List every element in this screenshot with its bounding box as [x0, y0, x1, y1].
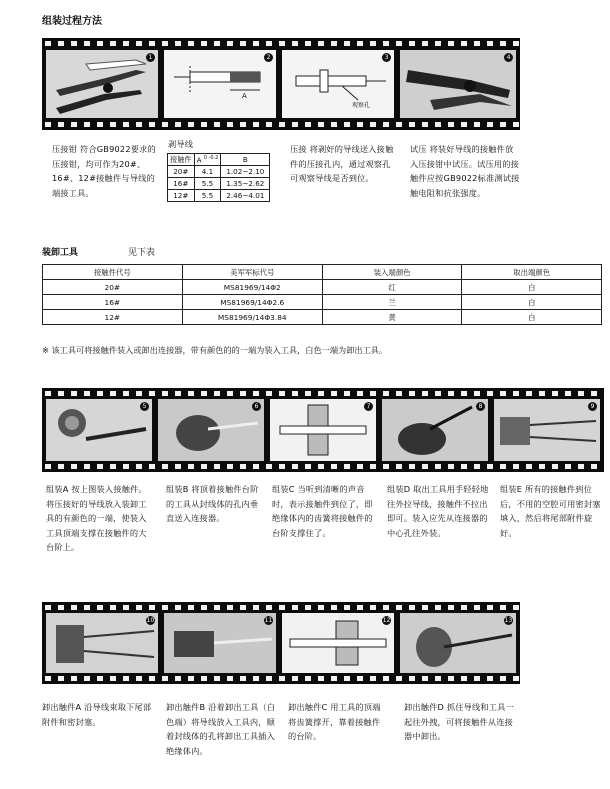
table-cell: 2.46~4.01	[221, 190, 270, 202]
table-cell: 1.35~2.62	[221, 178, 270, 190]
table-cell: 白	[462, 310, 602, 325]
photo-number: 7	[364, 402, 373, 411]
table-row	[168, 178, 270, 190]
crimp-contact-diagram-icon	[282, 50, 394, 118]
caption-crimp: 压接 将剥好的导线送入接触件的压接孔内，通过观察孔可观察导线是否到位。	[290, 144, 394, 183]
photo-assembly-a	[46, 399, 152, 461]
table-cell: 12#	[168, 190, 195, 202]
table-header: 接触件代号	[43, 265, 183, 280]
strip-dimension-table	[167, 153, 270, 202]
photo-extract-c	[282, 613, 394, 673]
film-strip-1	[42, 38, 520, 130]
table-header: 接触件	[168, 154, 195, 166]
photo-test-crimp	[400, 50, 516, 118]
test-crimp-photo-icon	[400, 50, 516, 118]
extract-diagram-icon	[282, 613, 394, 673]
table-cell: 黄	[322, 310, 462, 325]
table-row	[43, 280, 602, 295]
table-cell: 12#	[43, 310, 183, 325]
photo-extract-b	[164, 613, 276, 673]
table-cell: MS81969/14Φ2.6	[182, 295, 322, 310]
table-header: 美军军标代号	[182, 265, 322, 280]
photo-number: 9	[588, 402, 597, 411]
table-header-row	[43, 265, 602, 280]
photo-assembly-b	[158, 399, 264, 461]
table-cell: 5.5	[194, 190, 221, 202]
table-cell: 白	[462, 280, 602, 295]
inspection-hole-label: 观察孔	[352, 102, 371, 109]
tools-title: 装卸工具	[42, 248, 79, 258]
table-cell: 20#	[43, 280, 183, 295]
film-strip-2	[42, 388, 604, 472]
table-cell: MS81969/14Φ3.84	[182, 310, 322, 325]
section-diagram-icon	[270, 399, 376, 461]
table-cell: 5.5	[194, 178, 221, 190]
photo-number: 13	[504, 617, 513, 624]
photo-number: 8	[476, 402, 485, 411]
header-a-tolerance: 0 -0.2	[203, 154, 219, 161]
caption-test-crimp: 试压 将装好导线的接触件放入压接钳中试压。试压用的接触件应按GB9022标准测试接触电阻和抗张强度。	[410, 144, 520, 198]
caption-assembly-b: 组装B 将顶着接触件台阶的工具从封线体的孔内垂直送入连接器。	[166, 484, 259, 523]
table-header: 取出端颜色	[462, 265, 602, 280]
caption-crimp-pliers: 压接钳 符合GB9022要求的压接钳，均可作为20#、16#、12#接触件与导线的端接工具。	[52, 144, 156, 198]
photo-assembly-c	[270, 399, 376, 461]
table-cell: 白	[462, 295, 602, 310]
photo-number: 12	[382, 617, 391, 624]
tools-note: ※ 该工具可将接触件装入或卸出连接器，带有颜色的的一端为装入工具，白色一端为卸出工具。	[42, 345, 388, 355]
table-row	[43, 295, 602, 310]
connector-photo-icon	[46, 613, 158, 673]
table-cell: 兰	[322, 295, 462, 310]
caption-assembly-e: 组装E 所有的接触件到位后，不用的空腔可用密封塞填入，然后将尾部附件旋好。	[500, 484, 601, 538]
photo-crimp-contact	[282, 50, 394, 118]
extract-tool-photo-icon	[164, 613, 276, 673]
photo-number: 4	[504, 53, 513, 62]
photo-extract-d	[400, 613, 516, 673]
insert-tool-photo-icon	[158, 399, 264, 461]
dimension-label: A	[242, 92, 247, 100]
table-cell: 20#	[168, 166, 195, 178]
table-cell: 16#	[43, 295, 183, 310]
caption-extract-b: 卸出触件B 沿着卸出工具（白色端）将导线放入工具内，顺着封线体的孔将卸出工具插入绝缘体内。	[166, 702, 276, 756]
table-cell: 4.1	[194, 166, 221, 178]
photo-number: 11	[264, 617, 273, 624]
caption-assembly-c: 组装C 当听到清晰的声音时，表示接触件到位了，即绝缘体内的齿簧将接触件的台阶支撑住了。	[272, 484, 373, 538]
table-row	[168, 190, 270, 202]
photo-number: 1	[146, 53, 155, 62]
photo-extract-a	[46, 613, 158, 673]
header-a: A	[196, 155, 202, 165]
photo-number: 3	[382, 53, 391, 62]
tools-see-below: 见下表	[128, 248, 156, 258]
table-header: 装入端颜色	[322, 265, 462, 280]
table-row	[168, 166, 270, 178]
caption-assembly-a: 组装A 按上图装入接触件。将压接好的导线放入装卸工具的有颜色的一端，使装入工具顶端支撑在接触件的大台阶上。	[46, 484, 147, 552]
photo-number: 10	[146, 617, 155, 624]
caption-strip-wire: 剥导线	[168, 139, 194, 149]
table-cell: MS81969/14Φ2	[182, 280, 322, 295]
caption-extract-a: 卸出触件A 沿导线束取下尾部附件和密封塞。	[42, 702, 152, 727]
photo-number: 6	[252, 402, 261, 411]
table-header	[194, 154, 221, 166]
strip-wire-diagram-icon	[164, 50, 276, 118]
connector-tool-photo-icon	[46, 399, 152, 461]
photo-number: 2	[264, 53, 273, 62]
table-cell: 1.02~2.10	[221, 166, 270, 178]
table-header: B	[221, 154, 270, 166]
table-header-row	[168, 154, 270, 166]
table-cell: 16#	[168, 178, 195, 190]
pull-out-photo-icon	[400, 613, 516, 673]
photo-assembly-e	[494, 399, 600, 461]
caption-extract-d: 卸出触件D 抓住导线和工具一起往外拽，可将接触件从连接器中卸出。	[404, 702, 514, 741]
pull-wire-photo-icon	[382, 399, 488, 461]
section-title: 组装过程方法	[42, 16, 102, 27]
photo-crimp-pliers	[46, 50, 158, 118]
sealed-connector-photo-icon	[494, 399, 600, 461]
film-strip-3	[42, 602, 520, 684]
photo-strip-wire	[164, 50, 276, 118]
photo-assembly-d	[382, 399, 488, 461]
table-row	[43, 310, 602, 325]
crimp-pliers-photo-icon	[46, 50, 158, 118]
caption-assembly-d: 组装D 取出工具用手轻轻地往外拉导线，接触件不拉出即可。装入应先从连接器的中心孔往外装。	[387, 484, 489, 538]
photo-number: 5	[140, 402, 149, 411]
caption-extract-c: 卸出触件C 用工具的顶端将齿簧撑开，靠着接触件的台阶。	[288, 702, 381, 741]
tools-table	[42, 264, 602, 325]
table-cell: 红	[322, 280, 462, 295]
